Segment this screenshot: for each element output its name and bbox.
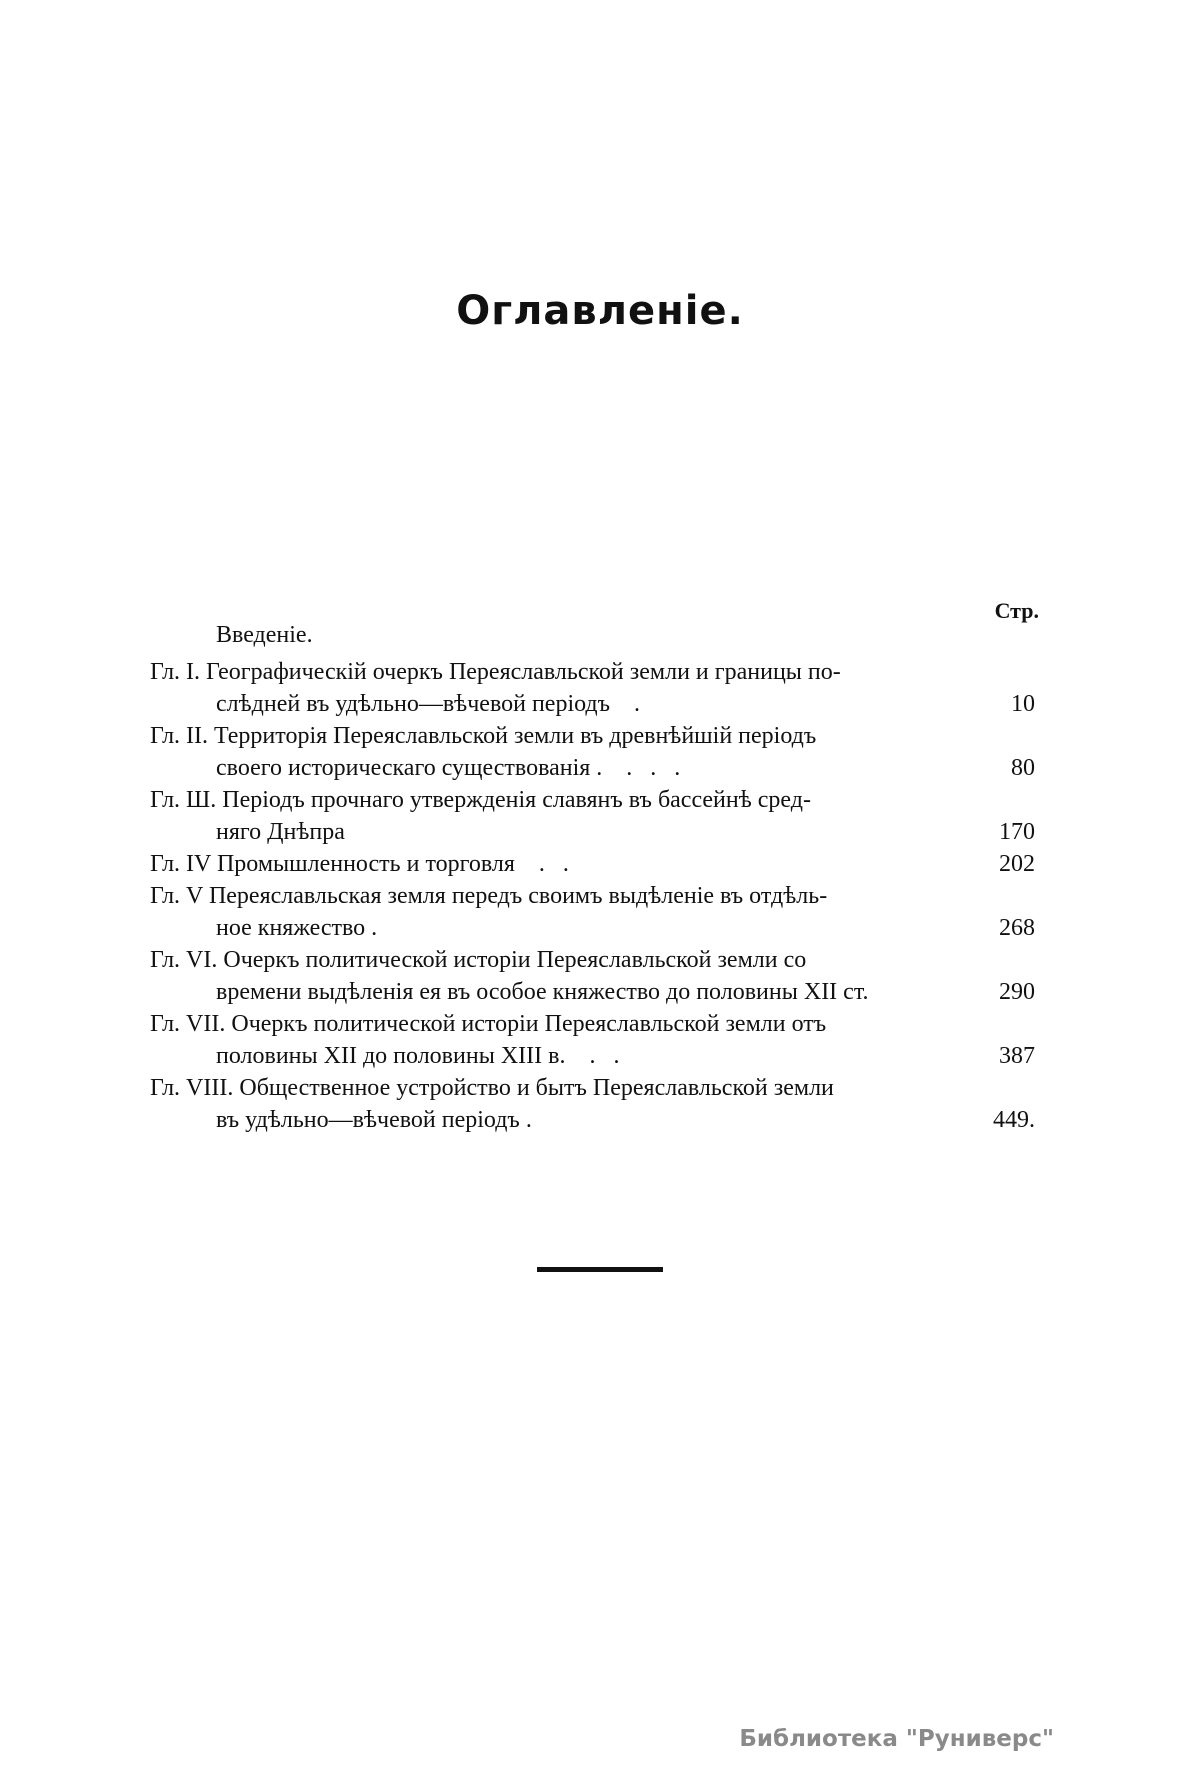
- toc-entry-continuation: [150, 688, 1035, 720]
- toc-entry-leader-dots: . .: [538, 851, 575, 877]
- toc-entry-heading: [150, 1008, 1035, 1040]
- toc-entry-text: Гл. VIII. Общественное устройство и бытъ Переяславльской земли: [150, 1075, 834, 1101]
- toc-entry-continuation: [150, 1040, 1035, 1072]
- toc-entry-page-number: 170: [999, 819, 1035, 845]
- toc-entry-heading: [150, 784, 1035, 816]
- divider-rule: [537, 1267, 663, 1272]
- toc-entry-leader-dots: . .: [589, 1043, 626, 1069]
- toc-entry: [150, 1008, 1035, 1072]
- toc-entry-text: Гл. VII. Очеркъ политической исторіи Переяславльской земли отъ: [150, 1011, 827, 1037]
- toc-entry: [150, 656, 1035, 720]
- toc-entry-page-number: 202: [999, 851, 1035, 877]
- toc-entry-text: Гл. VI. Очеркъ политической исторіи Переяславльской земли со: [150, 947, 807, 973]
- library-watermark: Библиотека "Руниверс": [739, 1726, 1054, 1752]
- toc-entry-continuation: [150, 976, 1035, 1008]
- toc-entry-text: Гл. I. Географическій очеркъ Переяславльской земли и границы по-: [150, 659, 841, 685]
- toc-entry-heading: [150, 720, 1035, 752]
- toc-entry-leader-dots: .: [634, 691, 647, 717]
- toc-entry-text: половины XII до половины XIII в.: [216, 1043, 566, 1069]
- toc-entry-continuation: [150, 1104, 1035, 1136]
- toc-entry-text: слѣдней въ удѣльно—вѣчевой періодъ: [216, 691, 611, 717]
- toc-entry: [150, 1072, 1035, 1136]
- toc-entry-leader-dots: . . .: [626, 755, 687, 781]
- toc-entry-page-number: 268: [999, 915, 1035, 941]
- toc-entry-continuation: [150, 752, 1035, 784]
- toc-entry-text: Гл. II. Территорія Переяславльской земли въ древнѣйшій періодъ: [150, 723, 817, 749]
- toc-entry: [150, 784, 1035, 848]
- toc-entry-page-number: 80: [1011, 755, 1035, 781]
- toc-entry-text: няго Днѣпра: [216, 819, 345, 845]
- toc-entry: [150, 880, 1035, 944]
- toc-entry-text: ное княжество .: [216, 915, 378, 941]
- toc-entry-heading: [150, 880, 1035, 912]
- toc-entry-text: Гл. Ш. Періодъ прочнаго утвержденія славянъ въ бассейнѣ сред-: [150, 787, 811, 813]
- toc-entry-text: въ удѣльно—вѣчевой періодъ .: [216, 1107, 532, 1133]
- toc-entry: [150, 944, 1035, 1008]
- toc-entry-heading: [150, 1072, 1035, 1104]
- toc-entry-text: своего историческаго существованія .: [216, 755, 603, 781]
- toc-intro: Введеніе.: [216, 622, 313, 648]
- toc-entry-text: Гл. V Переяславльская земля передъ своимъ выдѣленіе въ отдѣль-: [150, 883, 828, 909]
- toc-entry-text: Гл. IV Промышленность и торговля: [150, 851, 515, 877]
- page-title: Оглавленіе.: [456, 288, 744, 334]
- toc-entry-page-number: 449.: [993, 1107, 1035, 1133]
- page-column-label: Стр.: [994, 598, 1039, 623]
- table-of-contents: [150, 656, 1035, 1136]
- toc-entry-page-number: 290: [999, 979, 1035, 1005]
- toc-entry-heading: [150, 848, 1035, 880]
- toc-entry-page-number: 10: [1011, 691, 1035, 717]
- toc-entry-continuation: [150, 912, 1035, 944]
- toc-entry: [150, 848, 1035, 880]
- toc-entry: [150, 720, 1035, 784]
- toc-entry-continuation: [150, 816, 1035, 848]
- toc-entry-heading: [150, 944, 1035, 976]
- toc-entry-page-number: 387: [999, 1043, 1035, 1069]
- toc-entry-heading: [150, 656, 1035, 688]
- toc-entry-text: времени выдѣленія ея въ особое княжество до половины XII ст.: [216, 979, 869, 1005]
